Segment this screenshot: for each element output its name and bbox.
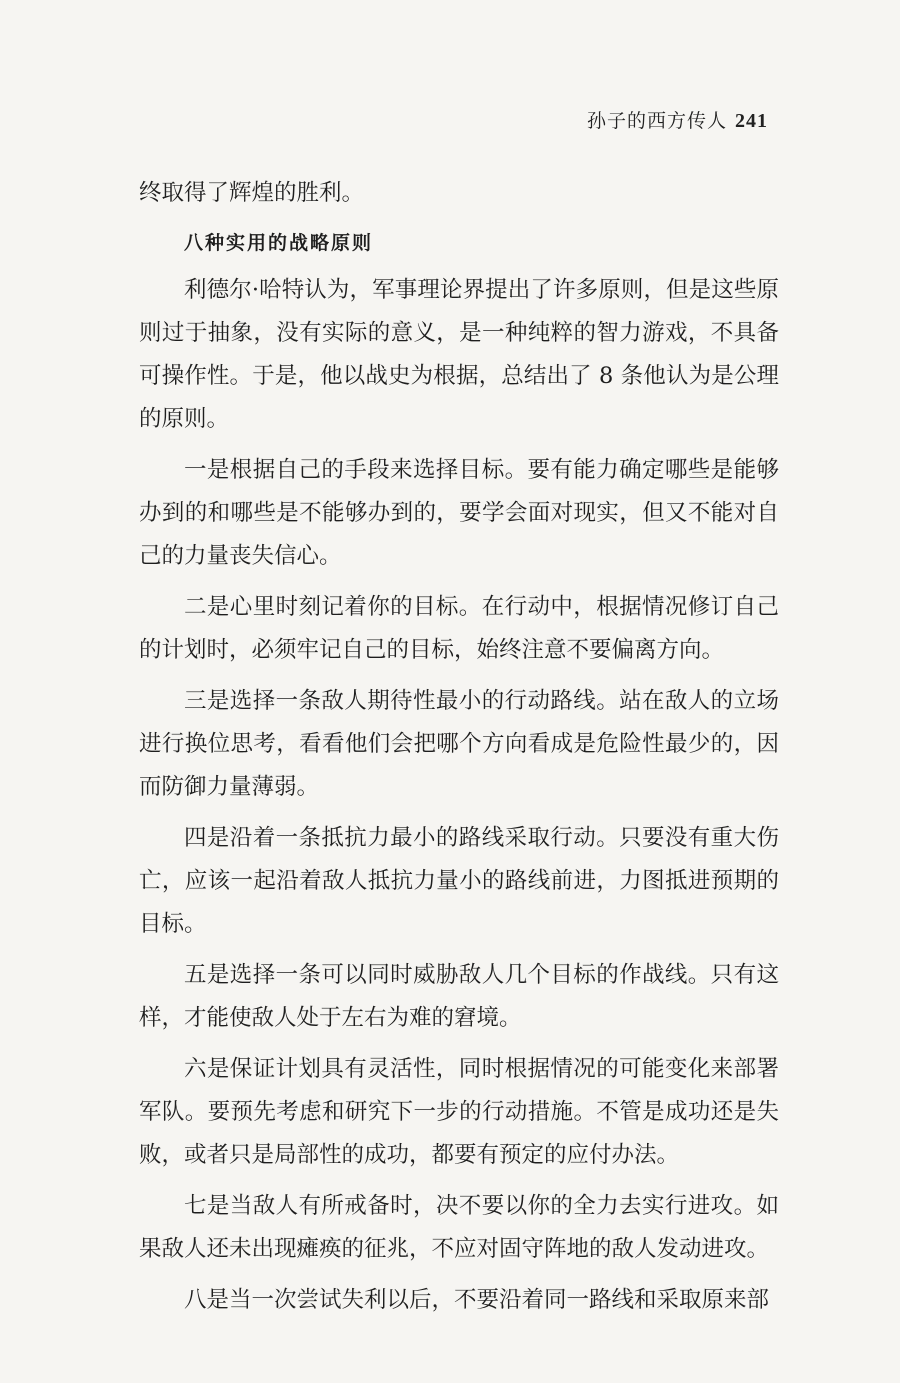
- intro-paragraph: 利德尔·哈特认为，军事理论界提出了许多原则，但是这些原则过于抽象，没有实际的意义，是一种纯粹的智力游戏，不具备可操作性。于是，他以战史为根据，总结出了 8 条他认为是公理的原则。: [139, 277, 779, 432]
- principle-paragraph-6: 六是保证计划具有灵活性，同时根据情况的可能变化来部署军队。要预先考虑和研究下一步的行动措施。不管是成功还是失败，或者只是局部性的成功，都要有预定的应付办法。: [139, 1056, 779, 1168]
- principle-paragraph-3: 三是选择一条敌人期待性最小的行动路线。站在敌人的立场进行换位思考，看看他们会把哪个方向看成是危险性最少的，因而防御力量薄弱。: [139, 688, 779, 800]
- principle-paragraph-2: 二是心里时刻记着你的目标。在行动中，根据情况修订自己的计划时，必须牢记自己的目标，始终注意不要偏离方向。: [139, 594, 779, 663]
- lead-paragraph: 终取得了辉煌的胜利。: [139, 180, 365, 206]
- section-heading: 八种实用的战略原则: [184, 232, 374, 254]
- body-text: [139, 172, 779, 1330]
- principle-paragraph-4: 四是沿着一条抵抗力最小的路线采取行动。只要没有重大伤亡，应该一起沿着敌人抵抗力量小的路线前进，力图抵进预期的目标。: [139, 825, 779, 937]
- principle-paragraph-5: 五是选择一条可以同时威胁敌人几个目标的作战线。只有这样，才能使敌人处于左右为难的窘境。: [139, 962, 779, 1031]
- principle-paragraph-7: 七是当敌人有所戒备时，决不要以你的全力去实行进攻。如果敌人还未出现瘫痪的征兆，不应对固守阵地的敌人发动进攻。: [139, 1193, 779, 1262]
- principle-paragraph-1: 一是根据自己的手段来选择目标。要有能力确定哪些是能够办到的和哪些是不能够办到的，要学会面对现实，但又不能对自己的力量丧失信心。: [139, 457, 779, 569]
- page-number: 241: [735, 110, 768, 132]
- running-header: [587, 106, 768, 133]
- header-title: 孙子的西方传人: [586, 110, 727, 132]
- principle-paragraph-8: 八是当一次尝试失利以后，不要沿着同一路线和采取原来部: [184, 1287, 770, 1313]
